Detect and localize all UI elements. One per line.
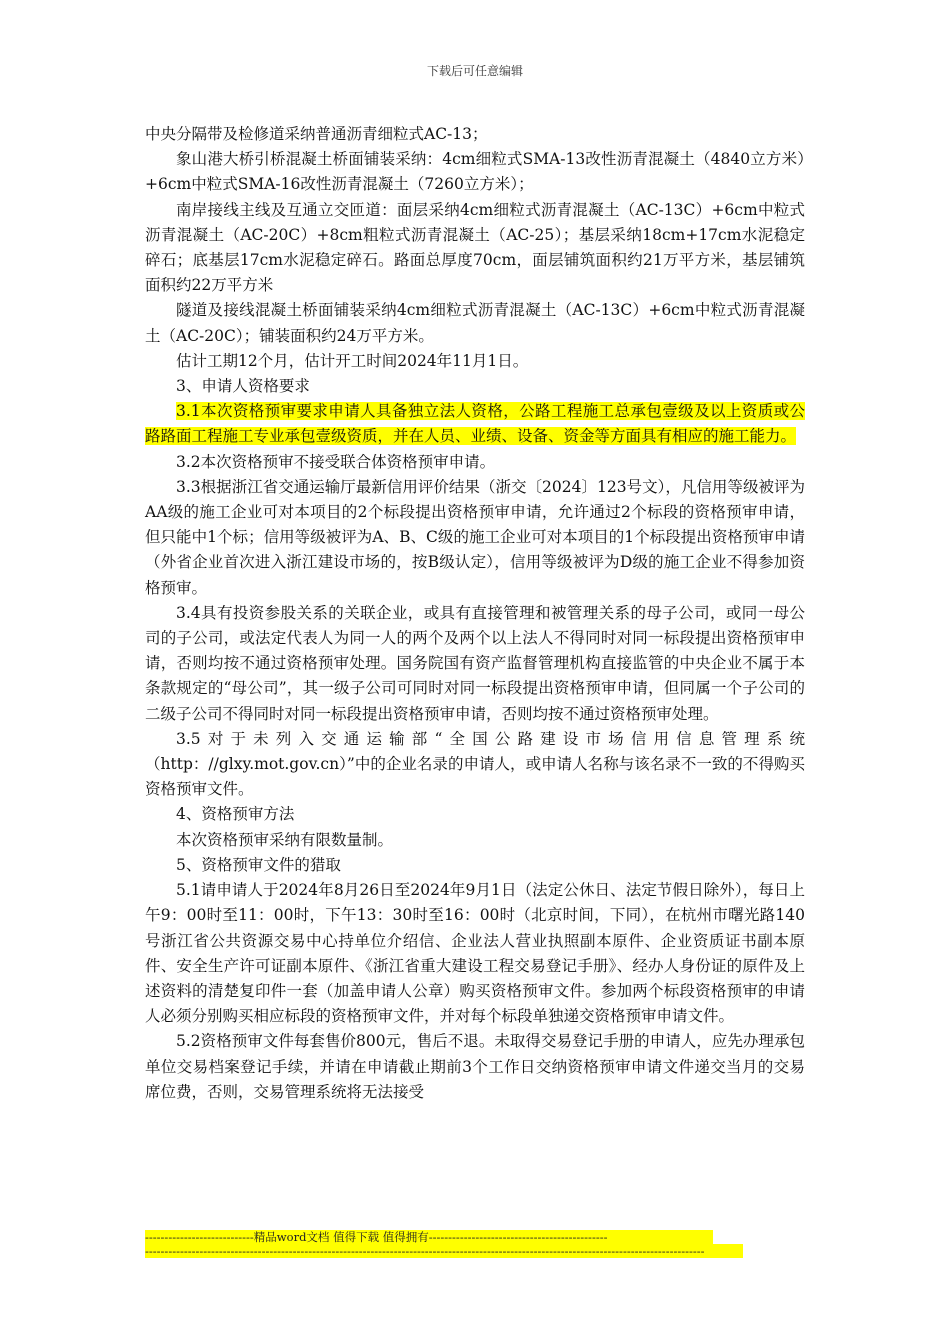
- paragraph-text: 南岸接线主线及互通立交匝道：面层采纳4cm细粒式沥青混凝土（AC-13C）+6cm中粒式沥青混凝土（AC-20C）+8cm粗粒式沥青混凝土（AC-25）；基层采纳18cm+17cm水泥稳定碎石；底基层17cm水泥稳定碎石。路面总厚度70cm，面层铺筑面积约21万平方米，基层铺筑面积约22万平方米: [145, 200, 805, 295]
- paragraph-text: 隧道及接线混凝土桥面铺装采纳4cm细粒式沥青混凝土（AC-13C）+6cm中粒式沥青混凝土（AC-20C）；铺装面积约24万平方米。: [145, 301, 805, 345]
- paragraph: [145, 1029, 805, 1105]
- page-footer: [145, 1230, 745, 1258]
- paragraph-text: 3.3根据浙江省交通运输厅最新信用评价结果（浙交〔2024〕123号文），凡信用等级被评为AA级的施工企业可对本项目的2个标段提出资格预审申请，允许通过2个标段的资格预审申请，但只能中1个标；信用等级被评为A、B、C级的施工企业可对本项目的1个标段提出资格预审申请（外省企业首次进入浙江建设市场的，按B级认定），信用等级被评为D级的施工企业不得参加资格预审。: [145, 477, 805, 597]
- footer-line-2: ------------------------------------------------------------------------------------------------------------------------------------------------: [145, 1244, 743, 1258]
- paragraph-text: 3.4具有投资参股关系的关联企业，或具有直接管理和被管理关系的母子公司，或同一母公司的子公司，或法定代表人为同一人的两个及两个以上法人不得同时对同一标段提出资格预审申请，否则均按不通过资格预审处理。国务院国有资产监督管理机构直接监管的中央企业不属于本条款规定的“母公司”，其一级子公司可同时对同一标段提出资格预审申请，但同属一个子公司的二级子公司不得同时对同一标段提出资格预审申请，否则均按不通过资格预审处理。: [145, 603, 805, 723]
- paragraph: [145, 853, 805, 878]
- paragraph-text: 3、申请人资格要求: [176, 377, 310, 396]
- document-body: [145, 122, 805, 1105]
- paragraph: [145, 349, 805, 374]
- paragraph: [145, 374, 805, 399]
- paragraph: [145, 878, 805, 1029]
- paragraph-text: 5.2资格预审文件每套售价800元，售后不退。未取得交易登记手册的申请人，应先办理承包单位交易档案登记手续，并请在申请截止期前3个工作日交纳资格预审申请文件递交当月的交易席位费，否则，交易管理系统将无法接受: [145, 1032, 805, 1101]
- paragraph: [145, 298, 805, 348]
- paragraph: [145, 399, 805, 449]
- paragraph: [145, 450, 805, 475]
- paragraph: [145, 601, 805, 727]
- paragraph-text: 象山港大桥引桥混凝土桥面铺装采纳：4cm细粒式SMA-13改性沥青混凝土（4840立方米）+6cm中粒式SMA-16改性沥青混凝土（7260立方米）；: [145, 150, 805, 194]
- paragraph: [145, 147, 805, 197]
- paragraph-text: 估计工期12个月，估计开工时间2024年11月1日。: [176, 351, 529, 370]
- paragraph: [145, 475, 805, 601]
- paragraph: [145, 802, 805, 827]
- page-header: 下载后可任意编辑: [426, 64, 523, 78]
- paragraph: [145, 727, 805, 803]
- paragraph-text: 5、资格预审文件的猎取: [176, 855, 341, 874]
- paragraph-text: 本次资格预审采纳有限数量制。: [176, 830, 394, 849]
- paragraph: [145, 828, 805, 853]
- paragraph-text: 3.2本次资格预审不接受联合体资格预审申请。: [176, 452, 496, 471]
- paragraph-text: 中央分隔带及检修道采纳普通沥青细粒式AC-13；: [145, 125, 488, 143]
- highlighted-text: 3.1本次资格预审要求申请人具备独立法人资格，公路工程施工总承包壹级及以上资质或公路路面工程施工专业承包壹级资质，并在人员、业绩、设备、资金等方面具有相应的施工能力。: [145, 402, 805, 446]
- paragraph: [145, 122, 805, 147]
- footer-line-1: ----------------------------精品word文档 值得下载 值得拥有----------------------------------------------: [145, 1230, 713, 1244]
- paragraph: [145, 198, 805, 299]
- paragraph-text: 3.5对于未列入交通运输部“全国公路建设市场信用信息管理系统（http：//glxy.mot.gov.cn）”中的企业名录的申请人，或申请人名称与该名录不一致的不得购买资格预审文件。: [145, 729, 805, 799]
- paragraph-text: 4、资格预审方法: [176, 805, 295, 824]
- paragraph-text: 5.1请申请人于2024年8月26日至2024年9月1日（法定公休日、法定节假日除外），每日上午9：00时至11：00时，下午13：30时至16：00时（北京时间，下同），在杭州市曙光路140号浙江省公共资源交易中心持单位介绍信、企业法人营业执照副本原件、企业资质证书副本原件、安全生产许可证副本原件、《浙江省重大建设工程交易登记手册》、经办人身份证的原件及上述资料的清楚复印件一套（加盖申请人公章）购买资格预审文件。参加两个标段资格预审的申请人必须分别购买相应标段的资格预审文件，并对每个标段单独递交资格预审申请文件。: [145, 881, 805, 1026]
